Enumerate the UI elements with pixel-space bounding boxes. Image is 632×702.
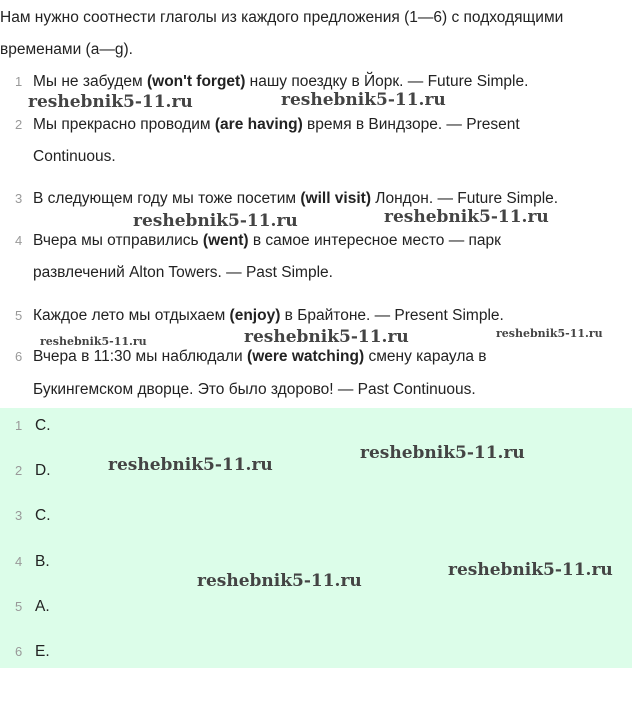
watermark: reshebnik5-11.ru	[384, 207, 549, 227]
watermark: reshebnik5-11.ru	[108, 455, 273, 475]
sentence-text: Мы не забудем	[33, 73, 147, 90]
answer-value: C.	[35, 507, 51, 525]
sentence-tail: в самое интересное место — парк	[248, 232, 501, 249]
sentence-item	[33, 72, 528, 92]
sentence-continuation: Continuous.	[33, 148, 116, 165]
answer-value: C.	[35, 417, 51, 434]
answer-box	[0, 408, 632, 668]
answer-number: 6	[15, 644, 23, 659]
verb: (enjoy)	[229, 307, 281, 324]
sentence-continuation: Букингемском дворце. Это было здорово! — Past Continuous.	[33, 381, 476, 398]
sentence-text: Мы прекрасно проводим	[33, 116, 215, 133]
item-number: 4	[15, 233, 23, 248]
verb: (will visit)	[300, 190, 371, 207]
item-number: 6	[15, 349, 23, 364]
intro-line-2: временами (a—g).	[0, 41, 133, 58]
watermark: reshebnik5-11.ru	[133, 211, 298, 231]
sentence-item	[33, 347, 487, 367]
sentence-text: Вчера мы отправились	[33, 232, 203, 249]
answer-number: 5	[15, 598, 23, 614]
item-number: 2	[15, 117, 23, 132]
verb: (were watching)	[247, 348, 365, 365]
answer-number: 4	[15, 553, 23, 569]
sentence-tail: Лондон. — Future Simple.	[370, 190, 559, 207]
answer-value: D.	[35, 462, 51, 480]
watermark: reshebnik5-11.ru	[448, 560, 613, 580]
sentence-item	[33, 306, 504, 326]
intro-line-1: Нам нужно соотнести глаголы из каждого предложения (1—6) с подходящими	[0, 9, 564, 26]
verb: (went)	[202, 232, 249, 249]
sentence-text: Каждое лето мы отдыхаем	[33, 307, 230, 324]
answer-value: E.	[35, 643, 50, 660]
watermark: reshebnik5-11.ru	[244, 327, 409, 347]
sentence-text: Вчера в 11:30 мы наблюдали	[33, 348, 248, 365]
watermark: reshebnik5-11.ru	[28, 92, 193, 112]
item-number: 3	[15, 191, 23, 206]
sentence-tail: время в Виндзоре. — Present	[302, 116, 520, 133]
verb: (are having)	[214, 116, 303, 133]
watermark: reshebnik5-11.ru	[360, 443, 525, 463]
verb: (won't forget)	[146, 73, 246, 90]
watermark: reshebnik5-11.ru	[197, 571, 362, 591]
answer-value: B.	[35, 552, 50, 570]
sentence-item	[33, 231, 501, 251]
item-number: 5	[15, 308, 23, 323]
watermark: reshebnik5-11.ru	[281, 90, 446, 110]
sentence-tail: в Брайтоне. — Present Simple.	[280, 307, 504, 324]
sentence-tail: смену караула в	[364, 348, 487, 365]
item-number: 1	[15, 74, 23, 89]
sentence-item	[33, 189, 558, 209]
sentence-continuation: развлечений Alton Towers. — Past Simple.	[33, 264, 333, 281]
sentence-item	[33, 115, 520, 135]
sentence-tail: нашу поездку в Йорк. — Future Simple.	[245, 73, 529, 90]
answer-number: 3	[15, 508, 23, 524]
sentence-text: В следующем году мы тоже посетим	[33, 190, 301, 207]
watermark: reshebnik5-11.ru	[40, 335, 147, 348]
answer-number: 1	[15, 418, 23, 433]
answer-number: 2	[15, 463, 23, 479]
answer-value: A.	[35, 597, 50, 615]
watermark: reshebnik5-11.ru	[496, 327, 603, 340]
